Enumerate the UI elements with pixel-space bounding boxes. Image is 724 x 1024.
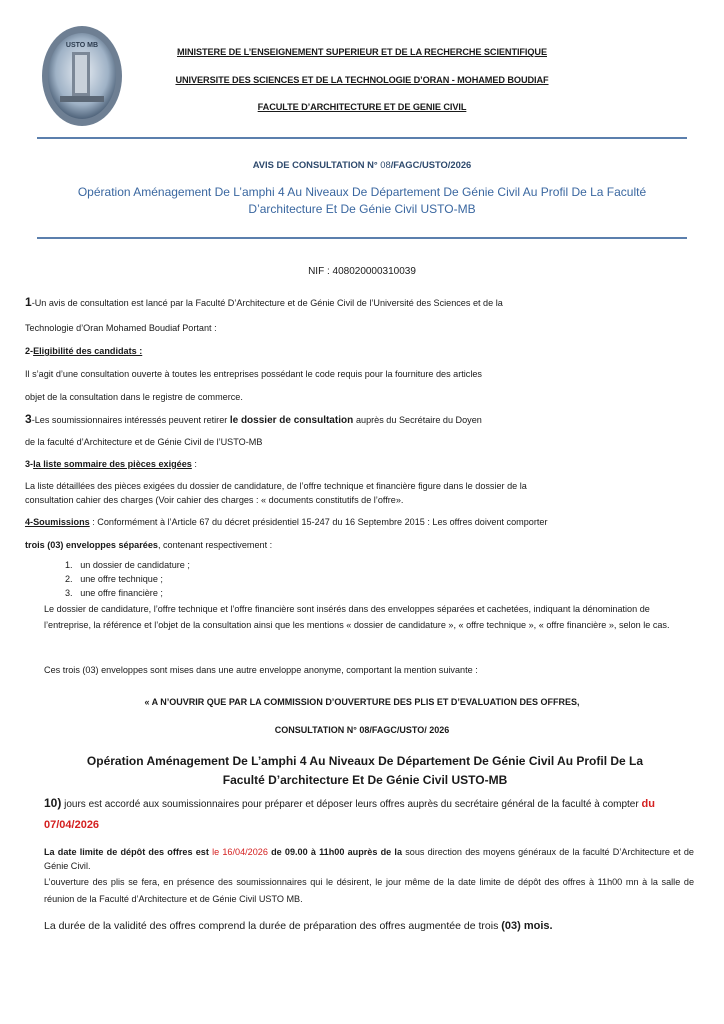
section-3-number: 3 (25, 412, 32, 426)
section-2-number: 2- (25, 346, 34, 356)
list-item (65, 587, 163, 600)
list-text: une offre financière ; (80, 588, 163, 598)
deadline-location: sous direction des moyens généraux de la faculté D’Architecture et de Génie Civil. (44, 847, 694, 871)
anonymous-envelope-paragraph: Ces trois (03) enveloppes sont mises dans une autre enveloppe anonyme, comportant la mention suivante : (44, 665, 478, 675)
operation-line-2: D’architecture Et De Génie Civil USTO-MB (248, 202, 476, 216)
section-3-text-b: auprès du Secrétaire du Doyen (355, 415, 482, 425)
section-3b-line-2: consultation cahier des charges (Voir cahier des charges : « documents constitutifs de l’offre». (25, 495, 404, 505)
section-3b-colon: : (191, 459, 197, 469)
notice-title (0, 159, 724, 170)
operation-title (30, 184, 694, 218)
validity-text: La durée de la validité des offres comprend la durée de préparation des offres augmentée de trois (44, 920, 502, 932)
section-3b-heading (25, 458, 690, 471)
section-4-bold: trois (03) enveloppes séparées (25, 540, 158, 550)
deadline-date: le 16/04/2026 (212, 847, 268, 857)
section-4-text: : Conformément à l’Article 67 du décret présidentiel 15-247 du 16 Septembre 2015 : Les offres doivent comporter (89, 517, 548, 527)
section-3b-title: la liste sommaire des pièces exigées (33, 459, 192, 469)
section-3-line-1 (25, 413, 690, 427)
section-4-title: 4-Soumissions (25, 517, 90, 527)
ministry-heading: MINISTERE DE L’ENSEIGNEMENT SUPERIEUR ET DE LA RECHERCHE SCIENTIFIQUE (177, 47, 547, 57)
days-text: jours est accordé aux soumissionnaires pour préparer et déposer leurs offres auprès du secrétaire général de la faculté à compter (61, 799, 642, 810)
notice-number: 08 (380, 159, 391, 170)
list-number: 3. (65, 588, 73, 598)
logo-label: USTO MB (65, 42, 99, 49)
operation-title-repeat (40, 752, 690, 790)
section-2-line-1: Il s’agit d’une consultation ouverte à toutes les entreprises possédant le code requis pour la fourniture des articles (25, 369, 482, 379)
validity-duration: (03) mois. (501, 920, 553, 932)
deadline-paragraph (44, 845, 694, 873)
operation-repeat-line-1: Opération Aménagement De L’amphi 4 Au Niveaux De Département De Génie Civil Au Profil De La (86, 754, 644, 768)
section-3-line-2: de la faculté d’Architecture et de Génie Civil de l’USTO-MB (25, 437, 263, 447)
operation-line-1: Opération Aménagement De L’amphi 4 Au Niveaux De Département De Génie Civil Au Profil De La Faculté (77, 185, 647, 199)
section-3-bold: le dossier de consultation (229, 415, 356, 426)
section-1-text: -Un avis de consultation est lancé par la Faculté D’Architecture et de Génie Civil de l’Université des Sciences et de la (31, 298, 503, 308)
section-3b-line-1: La liste détaillées des pièces exigées du dossier de candidature, de l’offre technique et financière figure dans le dossier de la (25, 481, 527, 491)
section-3-text-a: -Les soumissionnaires intéressés peuvent retirer (31, 415, 230, 425)
notice-title-suffix: /FAGC/USTO/2026 (390, 159, 472, 170)
days-number: 10) (44, 796, 62, 810)
list-text: un dossier de candidature ; (80, 560, 190, 570)
section-1-line-2: Technologie d’Oran Mohamed Boudiaf Portant : (25, 323, 217, 333)
nif-number: NIF : 408020000310039 (308, 266, 416, 277)
section-2-title: Eligibilité des candidats : (33, 346, 143, 356)
mention-line-1: « A N’OUVRIR QUE PAR LA COMMISSION D’OUVERTURE DES PLIS ET D’EVALUATION DES OFFRES, (144, 697, 580, 707)
section-4-line-2 (25, 539, 690, 552)
deadline-label: La date limite de dépôt des offres est (44, 847, 213, 857)
top-divider (37, 137, 687, 139)
section-1-number: 1 (25, 295, 32, 309)
days-paragraph (44, 793, 694, 836)
operation-repeat-line-2: Faculté D’architecture Et De Génie Civil USTO-MB (222, 773, 508, 787)
section-3b-number: 3- (25, 459, 34, 469)
bottom-divider (37, 237, 687, 239)
opening-paragraph: L’ouverture des plis se fera, en présence des soumissionnaires qui le désirent, le jour même de la date limite de dépôt des offres à 11h00 mn à la salle de réunion de la Faculté d’Architecture et de Génie Civil USTO MB. (44, 877, 694, 904)
start-date: du 07/04/2026 (44, 798, 655, 831)
list-number: 1. (65, 560, 73, 570)
section-2-heading (25, 345, 690, 358)
list-text: une offre technique ; (80, 574, 163, 584)
notice-title-prefix: AVIS DE CONSULTATION N° (252, 159, 378, 170)
list-number: 2. (65, 574, 73, 584)
university-heading: UNIVERSITE DES SCIENCES ET DE LA TECHNOLOGIE D’ORAN - MOHAMED BOUDIAF (175, 75, 549, 85)
list-item (65, 559, 190, 572)
section-1-line-1 (25, 296, 690, 310)
envelope-paragraph: Le dossier de candidature, l’offre technique et l’offre financière sont insérés dans des enveloppes séparées et cachetées, indiquant la dénomination de l’entreprise, la référence et l’objet de la consultation ainsi que les mentions « dossier de candidature », « offre technique », « offre financière », selon le cas. (44, 604, 670, 630)
validity-paragraph (44, 920, 694, 933)
list-item (65, 573, 163, 586)
deadline-hours: de 09.00 à 11h00 auprès de la (267, 847, 403, 857)
section-4-line-1 (25, 516, 690, 529)
mention-line-2: CONSULTATION N° 08/FAGC/USTO/ 2026 (274, 725, 450, 735)
section-2-line-2: objet de la consultation dans le registre de commerce. (25, 392, 243, 402)
section-4-text-2: , contenant respectivement : (157, 540, 273, 550)
faculty-heading: FACULTE D’ARCHITECTURE ET DE GENIE CIVIL (257, 102, 467, 112)
